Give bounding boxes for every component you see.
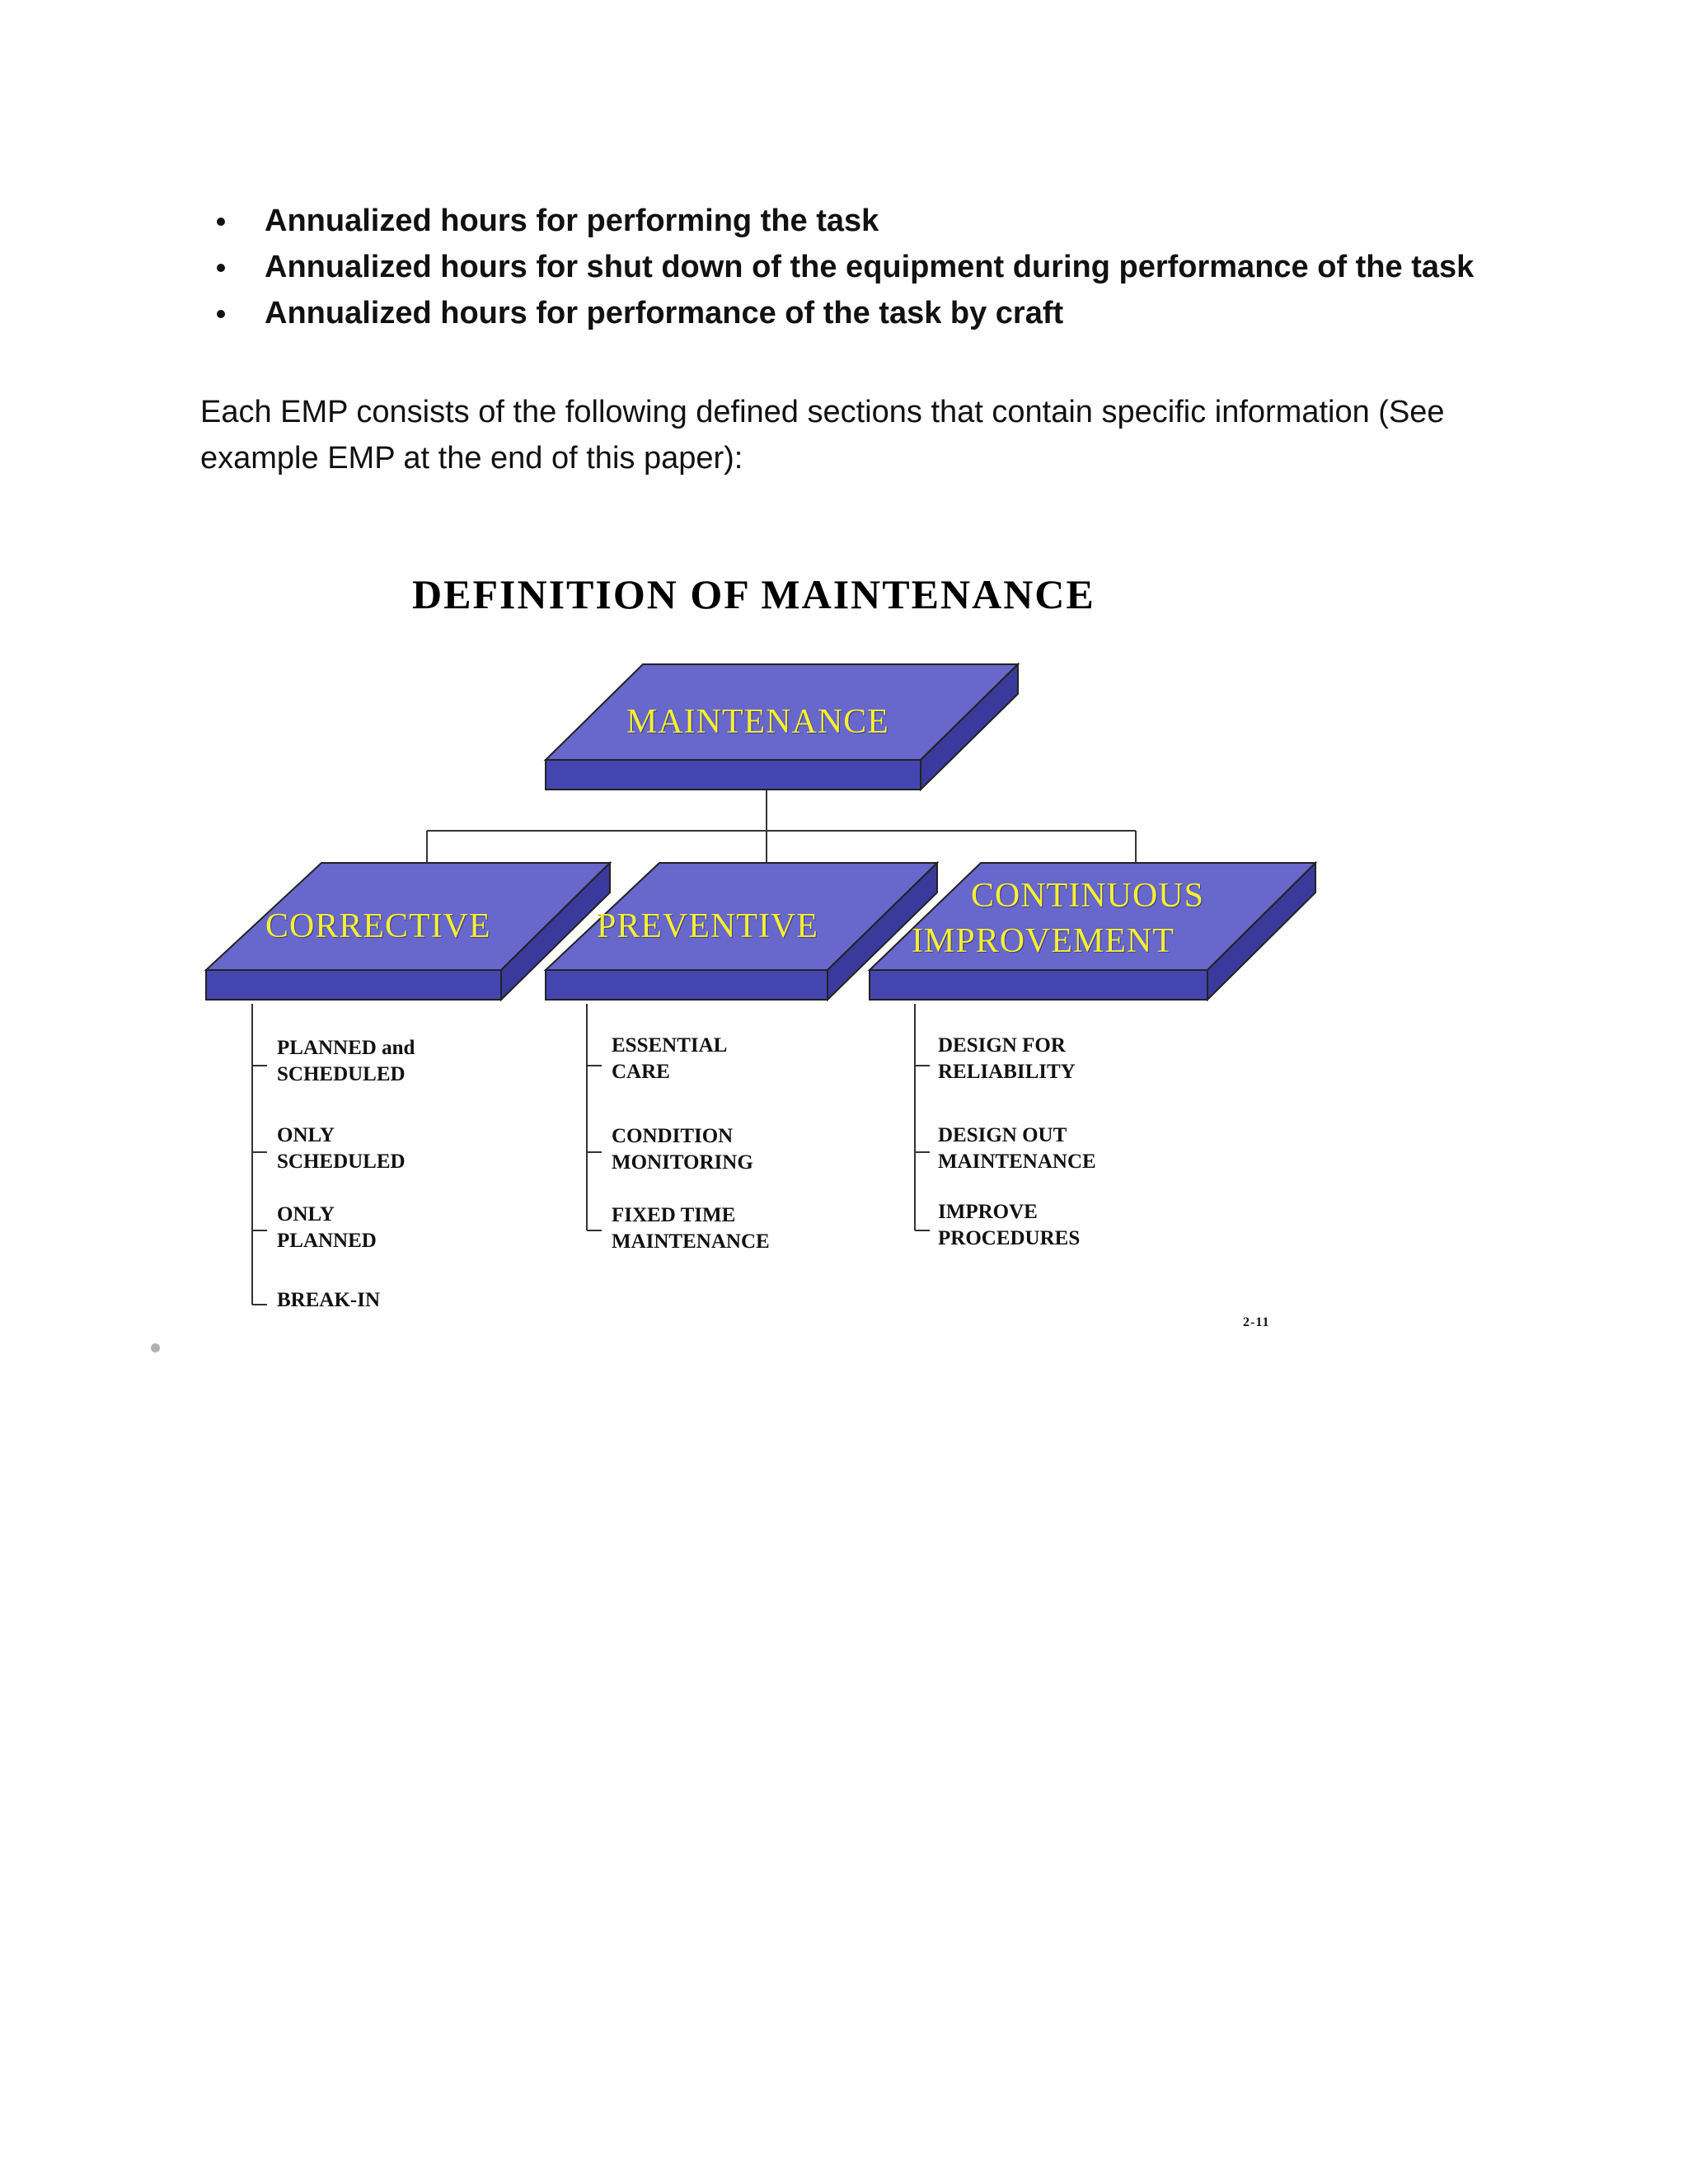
- diagram-item: IMPROVE PROCEDURES: [938, 1201, 1081, 1249]
- diagram-item: CONDITION MONITORING: [612, 1125, 753, 1174]
- diagram-item: ONLY SCHEDULED: [277, 1124, 406, 1173]
- diagram-item: PLANNED and SCHEDULED: [277, 1037, 415, 1085]
- bullet-item: Annualized hours for performance of the task by craft: [200, 290, 1486, 336]
- diagram-item: ESSENTIAL CARE: [612, 1034, 728, 1083]
- diagram-item: FIXED TIME MAINTENANCE: [612, 1204, 770, 1253]
- body-paragraph: Each EMP consists of the following defined sections that contain specific information (See example EMP at the end of this paper):: [200, 395, 1445, 476]
- empty-bullet-icon: [151, 1343, 160, 1352]
- slab-label-continuous: CONTINUOUS: [971, 877, 1204, 915]
- bullet-item: Annualized hours for performing the task: [200, 198, 1486, 244]
- diagram-item: DESIGN OUT MAINTENANCE: [938, 1124, 1096, 1173]
- bullet-item: Annualized hours for shut down of the equipment during performance of the task: [200, 244, 1486, 290]
- diagram-item: ONLY PLANNED: [277, 1203, 377, 1252]
- diagram-title: DEFINITION OF MAINTENANCE: [412, 571, 1095, 617]
- slab-label-corrective: CORRECTIVE: [265, 907, 491, 945]
- diagram-item: BREAK-IN: [277, 1289, 381, 1311]
- figure-number: 2-11: [1243, 1315, 1270, 1329]
- slab-label-improvement: IMPROVEMENT: [912, 922, 1175, 960]
- diagram-item: DESIGN FOR RELIABILITY: [938, 1034, 1076, 1083]
- slab-label-preventive: PREVENTIVE: [597, 907, 818, 945]
- slab-label-maintenance: MAINTENANCE: [626, 703, 889, 741]
